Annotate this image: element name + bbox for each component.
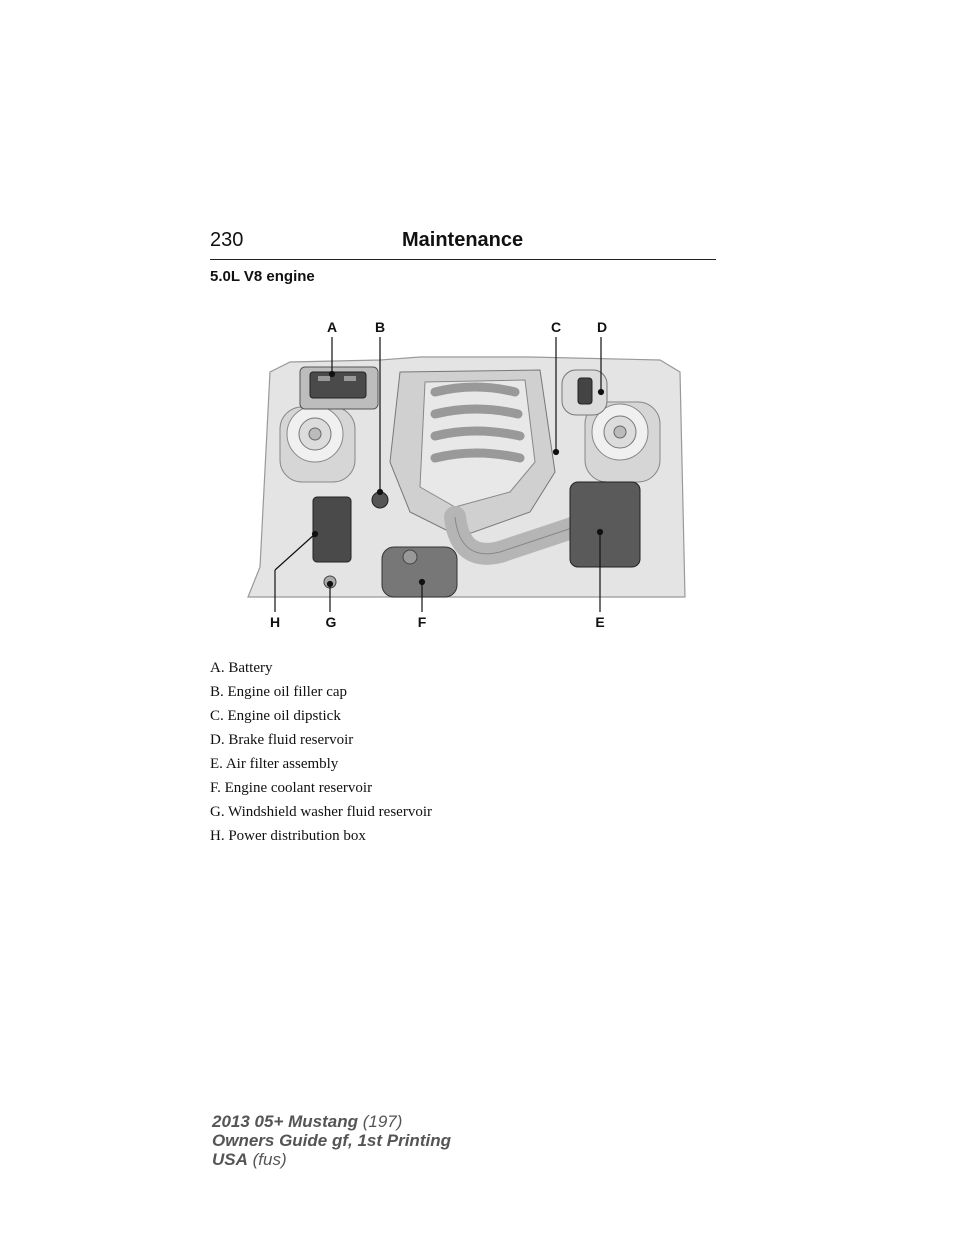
print-footer <box>212 1112 451 1169</box>
footer-line-2 <box>212 1131 451 1150</box>
legend-item: G. Windshield washer fluid reservoir <box>210 804 432 820</box>
legend-item: B. Engine oil filler cap <box>210 684 348 700</box>
legend-item: C. Engine oil dipstick <box>210 708 341 724</box>
engine-intake-manifold <box>390 370 555 537</box>
component-legend <box>210 658 432 850</box>
battery <box>300 367 378 409</box>
page-number: 230 <box>210 229 244 251</box>
footer-line-3 <box>212 1150 451 1169</box>
air-filter-box <box>570 482 640 567</box>
section-title: 5.0L V8 engine <box>210 268 315 285</box>
callout-d: D <box>596 319 608 335</box>
legend-item: D. Brake fluid reservoir <box>210 732 354 748</box>
coolant-reservoir <box>382 547 457 597</box>
chapter-title: Maintenance <box>402 229 524 251</box>
callout-b: B <box>374 319 386 335</box>
footer-guide: Owners Guide gf, 1st Printing <box>212 1131 451 1150</box>
legend-item: F. Engine coolant reservoir <box>210 780 373 796</box>
callout-c: C <box>550 319 562 335</box>
callout-h: H <box>269 614 281 630</box>
left-strut-tower <box>280 406 355 482</box>
legend-item: A. Battery <box>210 660 273 676</box>
footer-line-1 <box>212 1112 451 1131</box>
footer-model-code: (197) <box>358 1112 403 1131</box>
callout-a: A <box>326 319 338 335</box>
engine-compartment-illustration <box>240 312 700 637</box>
footer-model: 2013 05+ Mustang <box>212 1112 358 1131</box>
callout-f: F <box>417 614 427 630</box>
legend-item: H. Power distribution box <box>210 828 366 844</box>
header-rule <box>210 259 716 260</box>
footer-market-code: (fus) <box>247 1150 287 1169</box>
footer-market: USA <box>212 1150 248 1169</box>
callout-e: E <box>595 614 605 630</box>
callout-g: G <box>325 614 337 630</box>
legend-item: E. Air filter assembly <box>210 756 339 772</box>
power-distribution-box <box>313 497 351 562</box>
